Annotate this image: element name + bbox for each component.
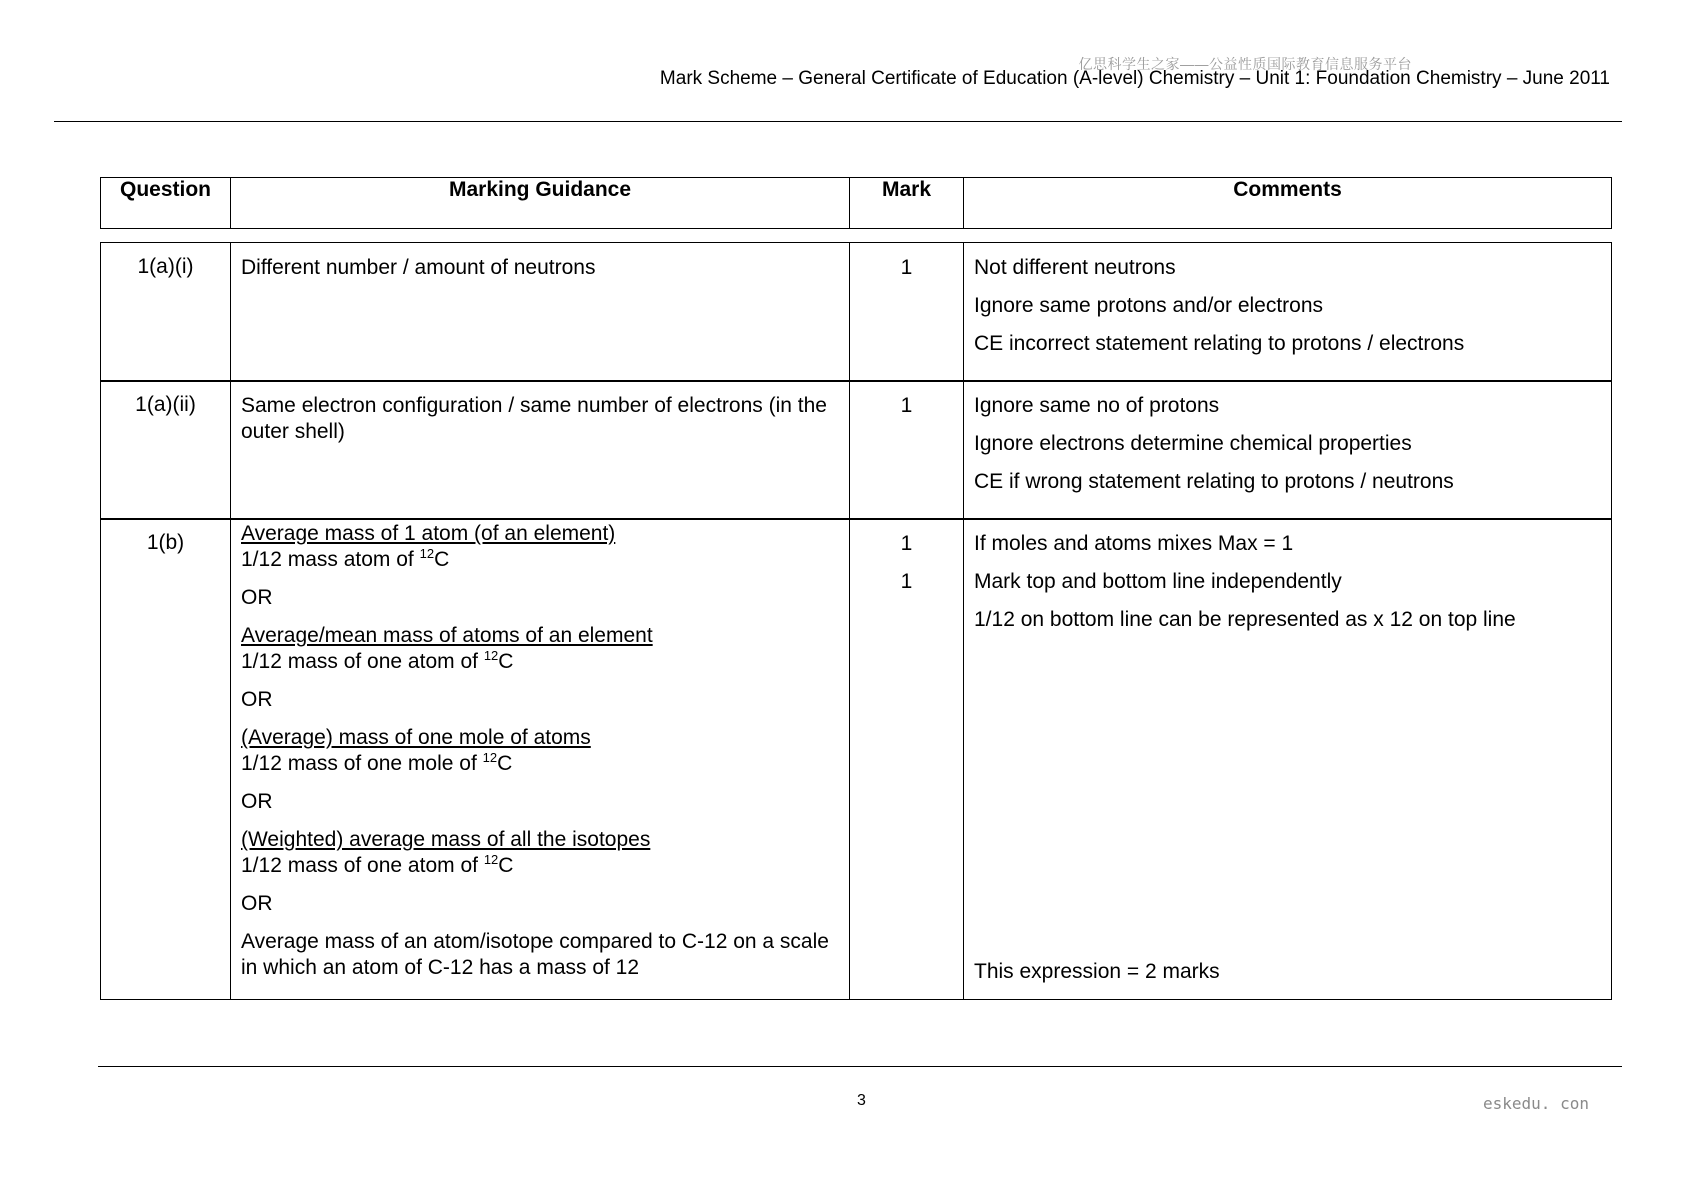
page-number: 3 — [857, 1092, 866, 1109]
mark-value: 1 — [900, 256, 913, 279]
guidance-option — [241, 521, 839, 573]
mark-value: 1 — [900, 394, 913, 417]
mark-value: 1 — [900, 570, 913, 593]
header-divider — [54, 121, 1622, 122]
or-separator: OR — [241, 892, 273, 915]
comment-line: Ignore same protons and/or electrons — [974, 294, 1324, 317]
guidance-bottom-line: 1/12 mass of one atom of $^{12}$C — [241, 648, 514, 673]
question-number: 1(b) — [101, 519, 231, 1000]
guidance-top-line: (Average) mass of one mole of atoms — [241, 726, 591, 749]
guidance-bottom-line: 1/12 mass of one atom of $^{12}$C — [241, 852, 514, 877]
comment-line: Not different neutrons — [974, 256, 1176, 279]
mark-scheme-header-table — [100, 177, 1612, 229]
header-question: Question — [101, 178, 231, 229]
question-table-1ai — [100, 242, 1612, 382]
site-watermark: eskedu. con — [1483, 1094, 1589, 1113]
mark-value: 1 — [900, 532, 913, 555]
comment-line: Mark top and bottom line independently — [974, 570, 1342, 593]
header-marking-guidance: Marking Guidance — [231, 178, 850, 229]
marking-guidance: Different number / amount of neutrons — [231, 243, 850, 382]
comment-line: 1/12 on bottom line can be represented as x 12 on top line — [974, 608, 1516, 631]
guidance-option — [241, 827, 839, 879]
page-header-title: Mark Scheme – General Certificate of Education (A-level) Chemistry – Unit 1: Foundation Chemistry – June 2011 — [659, 68, 1610, 89]
mark-cell — [850, 381, 964, 520]
guidance-top-line: Average/mean mass of atoms of an element — [241, 624, 653, 647]
guidance-top-line: Average mass of 1 atom (of an element) — [241, 522, 616, 545]
comment-line: If moles and atoms mixes Max = 1 — [974, 532, 1294, 555]
question-table-1b — [100, 518, 1612, 1000]
guidance-option — [241, 725, 839, 777]
comments-cell — [964, 243, 1612, 382]
or-separator: OR — [241, 790, 273, 813]
header-mark: Mark — [850, 178, 964, 229]
guidance-option — [241, 623, 839, 675]
guidance-bottom-line: 1/12 mass atom of $^{12}$C — [241, 546, 450, 571]
comment-line: Ignore electrons determine chemical properties — [974, 432, 1412, 455]
marking-guidance — [231, 519, 850, 1000]
mark-cell — [850, 519, 964, 1000]
comment-final-line: This expression = 2 marks — [974, 960, 1220, 983]
guidance-bottom-line: 1/12 mass of one mole of $^{12}$C — [241, 750, 513, 775]
marking-guidance: Same electron configuration / same number of electrons (in the outer shell) — [231, 381, 850, 520]
guidance-final-option: Average mass of an atom/isotope compared to C-12 on a scale in which an atom of C-12 has a mass of 12 — [241, 930, 829, 979]
comment-line: CE if wrong statement relating to protons / neutrons — [974, 470, 1454, 493]
comment-line: Ignore same no of protons — [974, 394, 1220, 417]
guidance-top-line: (Weighted) average mass of all the isotopes — [241, 828, 651, 851]
mark-cell — [850, 243, 964, 382]
footer-divider — [98, 1066, 1622, 1067]
question-number: 1(a)(i) — [101, 243, 231, 382]
comments-cell — [964, 519, 1612, 1000]
comments-cell — [964, 381, 1612, 520]
comment-line: CE incorrect statement relating to protons / electrons — [974, 332, 1465, 355]
or-separator: OR — [241, 586, 273, 609]
question-number: 1(a)(ii) — [101, 381, 231, 520]
watermark-text: 亿思科学生之家——公益性质国际教育信息服务平台 — [1078, 56, 1412, 72]
question-table-1aii — [100, 380, 1612, 520]
or-separator: OR — [241, 688, 273, 711]
header-comments: Comments — [964, 178, 1612, 229]
